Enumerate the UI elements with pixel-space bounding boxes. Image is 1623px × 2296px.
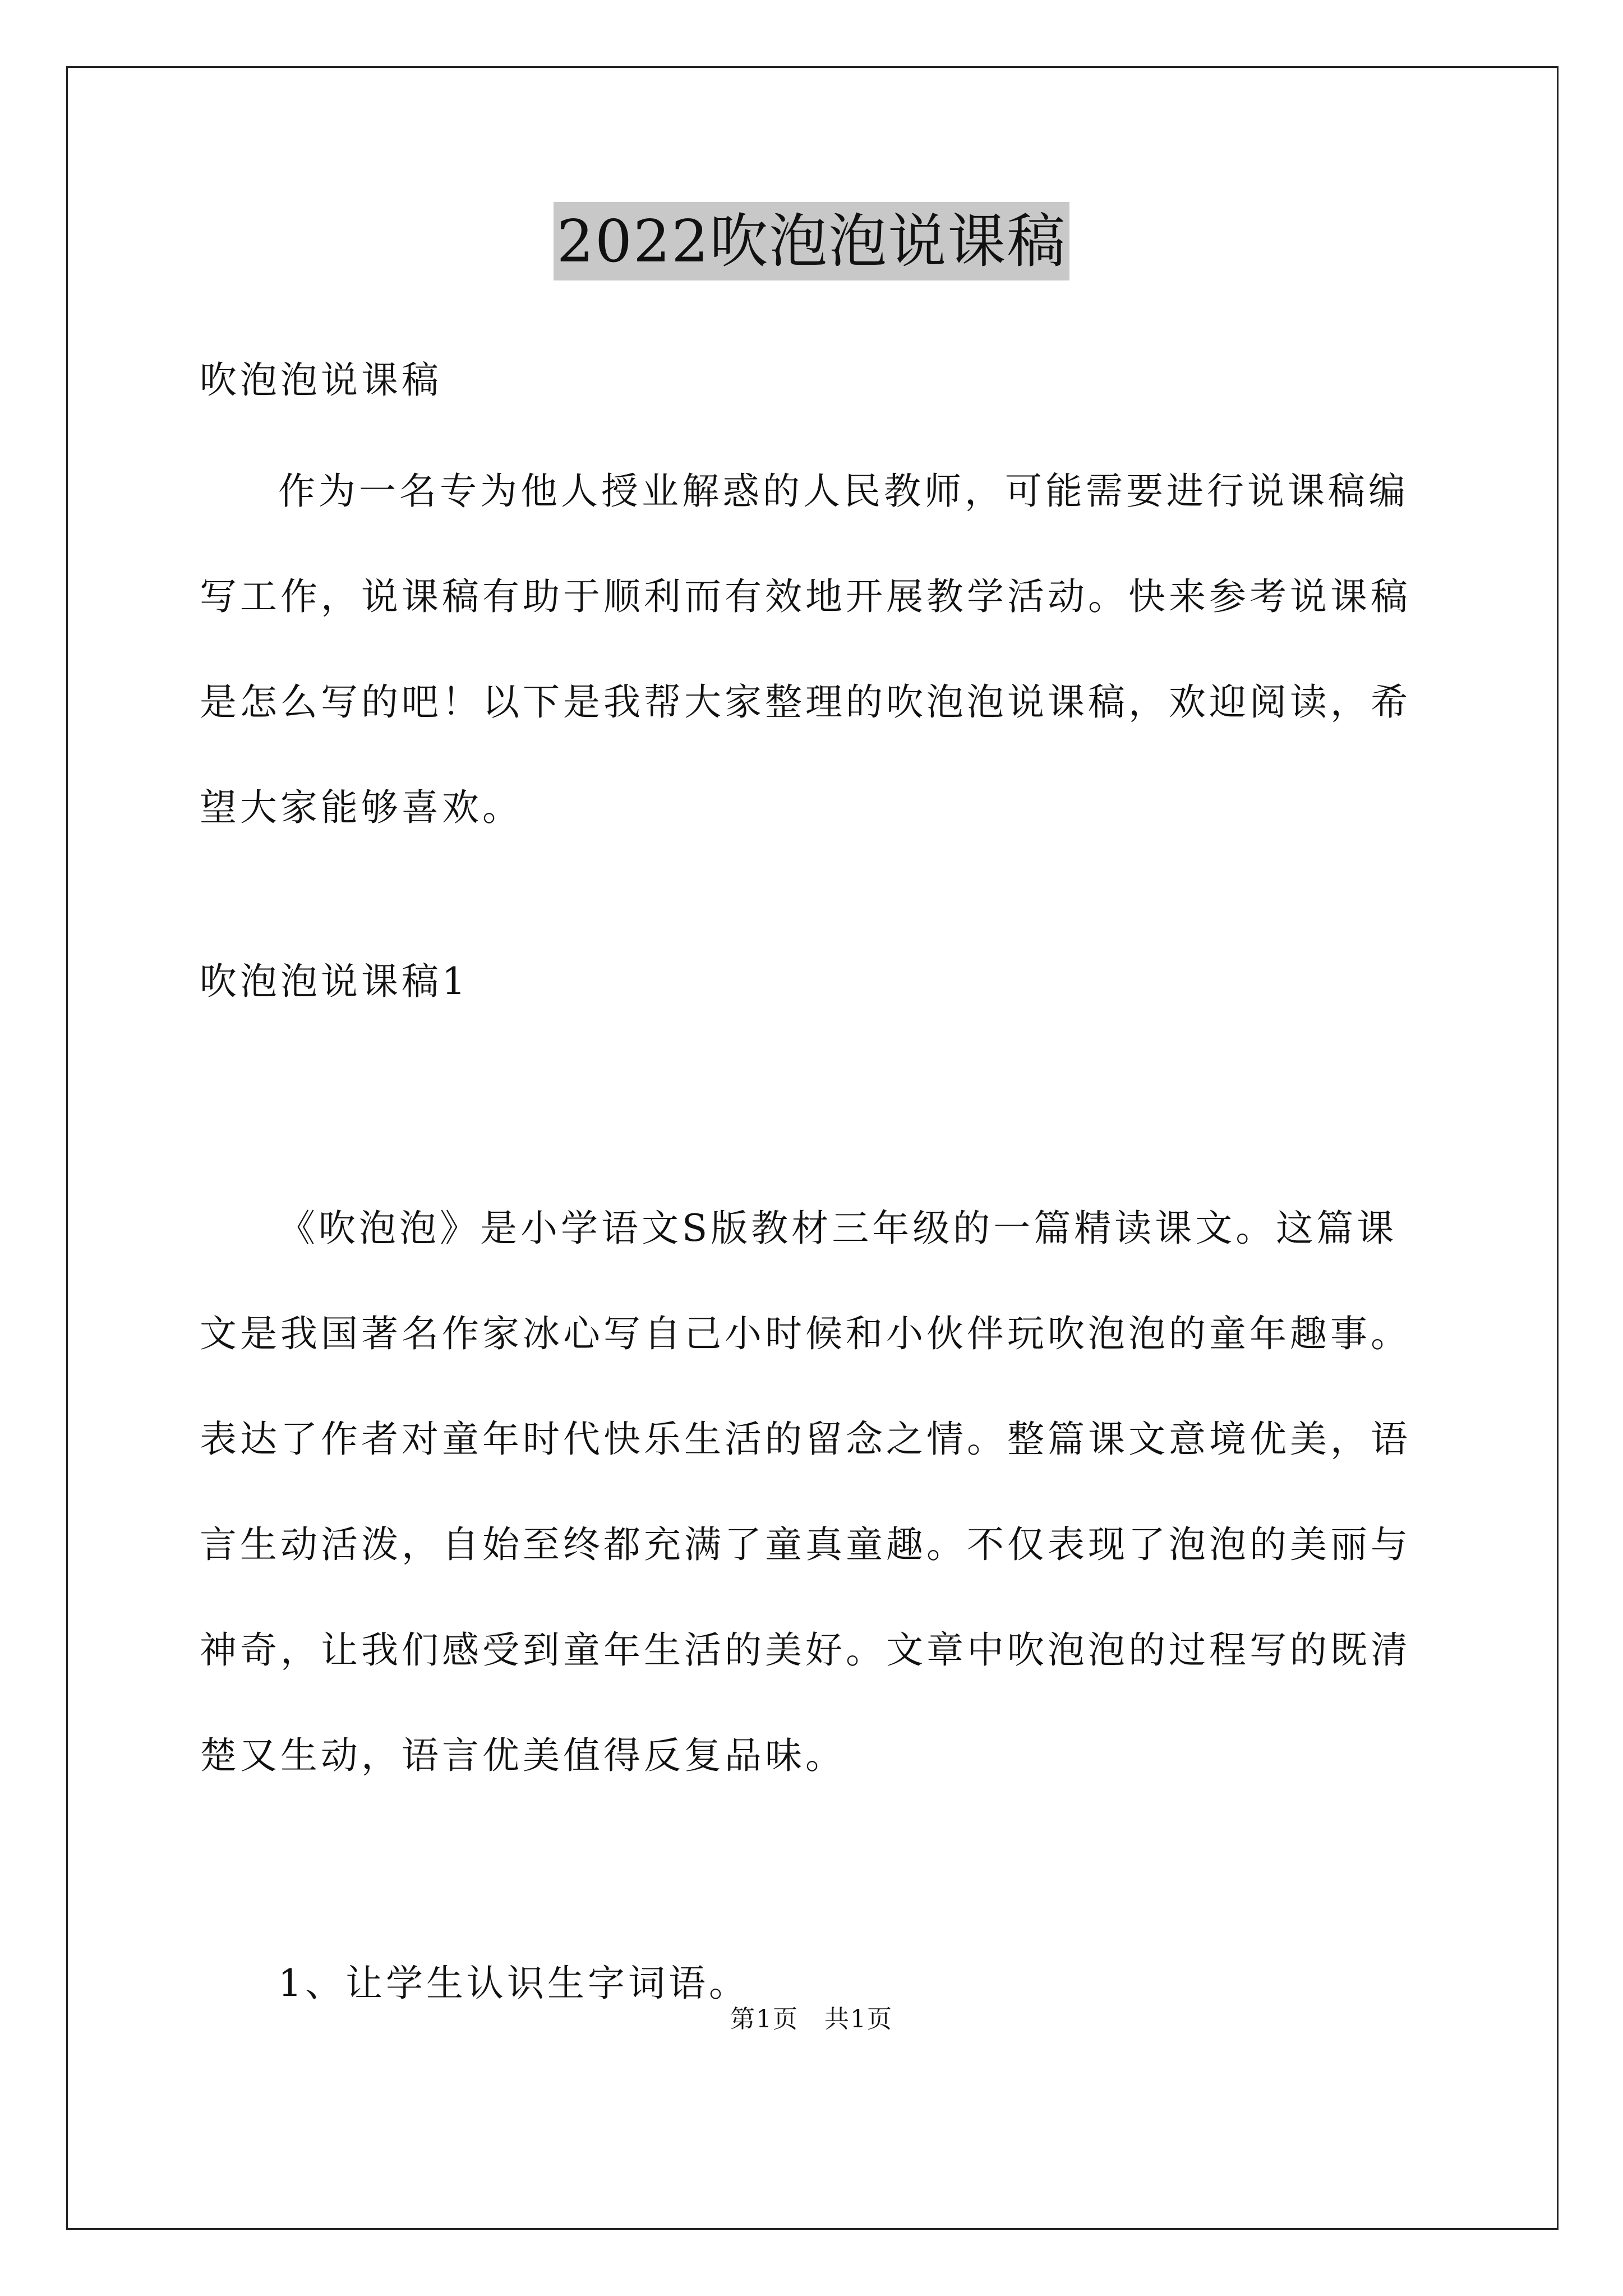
title-container xyxy=(0,202,1623,280)
list-item: 1、让学生认识生字词语。 xyxy=(278,1962,749,2005)
intro-paragraph: 作为一名专为他人授业解惑的人民教师，可能需要进行说课稿编写工作，说课稿有助于顺利而有效地开展教学活动。快来参考说课稿是怎么写的吧！以下是我帮大家整理的吹泡泡说课稿，欢迎阅读，希望大家能够喜欢。 xyxy=(200,470,1411,829)
subtitle: 吹泡泡说课稿 xyxy=(200,358,442,402)
page-footer: 第1页 共1页 xyxy=(730,2005,893,2033)
document-title: 2022吹泡泡说课稿 xyxy=(554,202,1070,280)
section-paragraph: 《吹泡泡》是小学语文S版教材三年级的一篇精读课文。这篇课文是我国著名作家冰心写自己小时候和小伙伴玩吹泡泡的童年趣事。表达了作者对童年时代快乐生活的留念之情。整篇课文意境优美，语言生动活泼，自始至终都充满了童真童趣。不仅表现了泡泡的美丽与神奇，让我们感受到童年生活的美好。文章中吹泡泡的过程写的既清楚又生动，语言优美值得反复品味。 xyxy=(200,1207,1411,1777)
section-heading: 吹泡泡说课稿1 xyxy=(200,960,469,1003)
